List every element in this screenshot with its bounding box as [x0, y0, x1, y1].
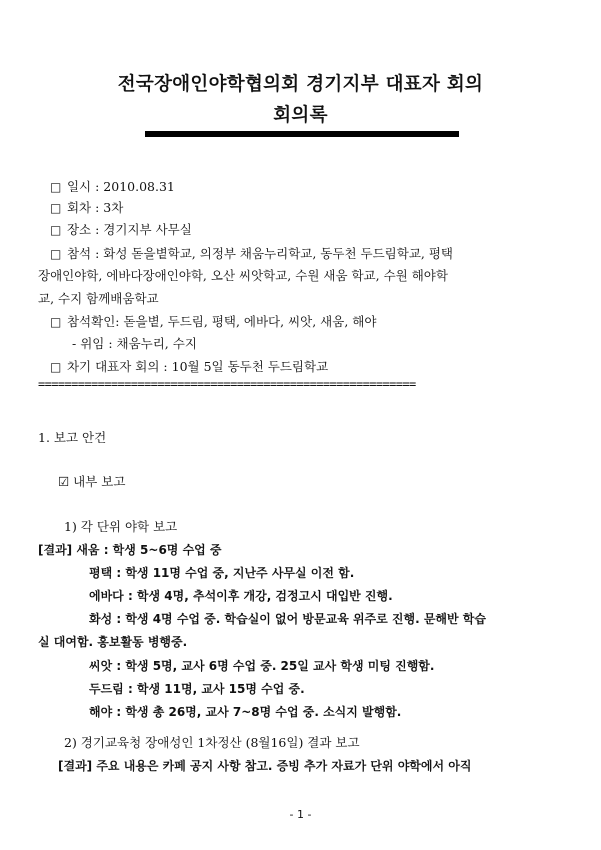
divider-line: ========================================================= [38, 377, 416, 391]
result-line: 해야 : 학생 총 26명, 교사 7~8명 수업 중. 소식지 발행함. [89, 705, 402, 719]
section-heading: 1. 보고 안건 [38, 430, 107, 445]
checkbox-icon: □ [50, 360, 62, 374]
result-label: [결과] [58, 759, 93, 773]
result-label: [결과] [38, 543, 73, 557]
meta-confirm: □ 참석확인: 돋을볕, 두드림, 평택, 에바다, 씨앗, 새움, 해야 [50, 314, 377, 329]
meta-date: □ 일시 : 2010.08.31 [50, 179, 175, 194]
result-line: 평택 : 학생 11명 수업 중, 지난주 사무실 이전 함. [89, 566, 355, 580]
result-line: 두드림 : 학생 11명, 교사 15명 수업 중. [89, 682, 305, 696]
checkbox-icon: □ [50, 180, 62, 194]
checkbox-icon: □ [50, 223, 62, 237]
checkbox-icon: □ [50, 247, 62, 261]
meta-attendees: □ 참석 : 화성 돋을볕학교, 의정부 채움누리학교, 동두천 두드림학교, 평택 [50, 246, 454, 261]
internal-report-heading: ☑ 내부 보고 [58, 474, 126, 489]
page-number: - 1 - [289, 808, 312, 821]
result-line: 화성 : 학생 4명 수업 중. 학습실이 없어 방문교육 위주로 진행. 문해반 학습 [89, 612, 486, 626]
title-underline [145, 131, 459, 137]
result-line: 씨앗 : 학생 5명, 교사 6명 수업 중. 25일 교사 학생 미팅 진행함. [89, 659, 435, 673]
item1-heading: 1) 각 단위 야학 보고 [64, 519, 178, 534]
meta-session: □ 회차 : 3차 [50, 200, 124, 215]
document-subtitle: 회의록 [273, 105, 328, 126]
checkbox-icon: □ [50, 201, 62, 215]
item2-result: [결과] 주요 내용은 카페 공지 사항 참고. 증빙 추가 자료가 단위 야학에서 아직 [58, 759, 472, 773]
result-line: 실 대여함. 홍보활동 병행중. [38, 635, 188, 649]
meta-delegate: - 위임 : 채움누리, 수지 [72, 336, 197, 351]
document-title: 전국장애인야학협의회 경기지부 대표자 회의 [117, 74, 484, 95]
item2-heading: 2) 경기교육청 장애성인 1차정산 (8월16일) 결과 보고 [64, 735, 360, 750]
result-line: [결과] 새움 : 학생 5~6명 수업 중 [38, 543, 222, 557]
checkbox-icon: □ [50, 315, 62, 329]
meta-attendees-cont1: 장애인야학, 에바다장애인야학, 오산 씨앗학교, 수원 새움 학교, 수원 해야학 [38, 268, 448, 283]
meta-attendees-cont2: 교, 수지 함께배움학교 [38, 291, 159, 306]
result-line: 에바다 : 학생 4명, 추석이후 개강, 검정고시 대입반 진행. [89, 589, 393, 603]
meta-place: □ 장소 : 경기지부 사무실 [50, 222, 192, 237]
meta-next-meeting: □ 차기 대표자 회의 : 10월 5일 동두천 두드림학교 [50, 359, 329, 374]
